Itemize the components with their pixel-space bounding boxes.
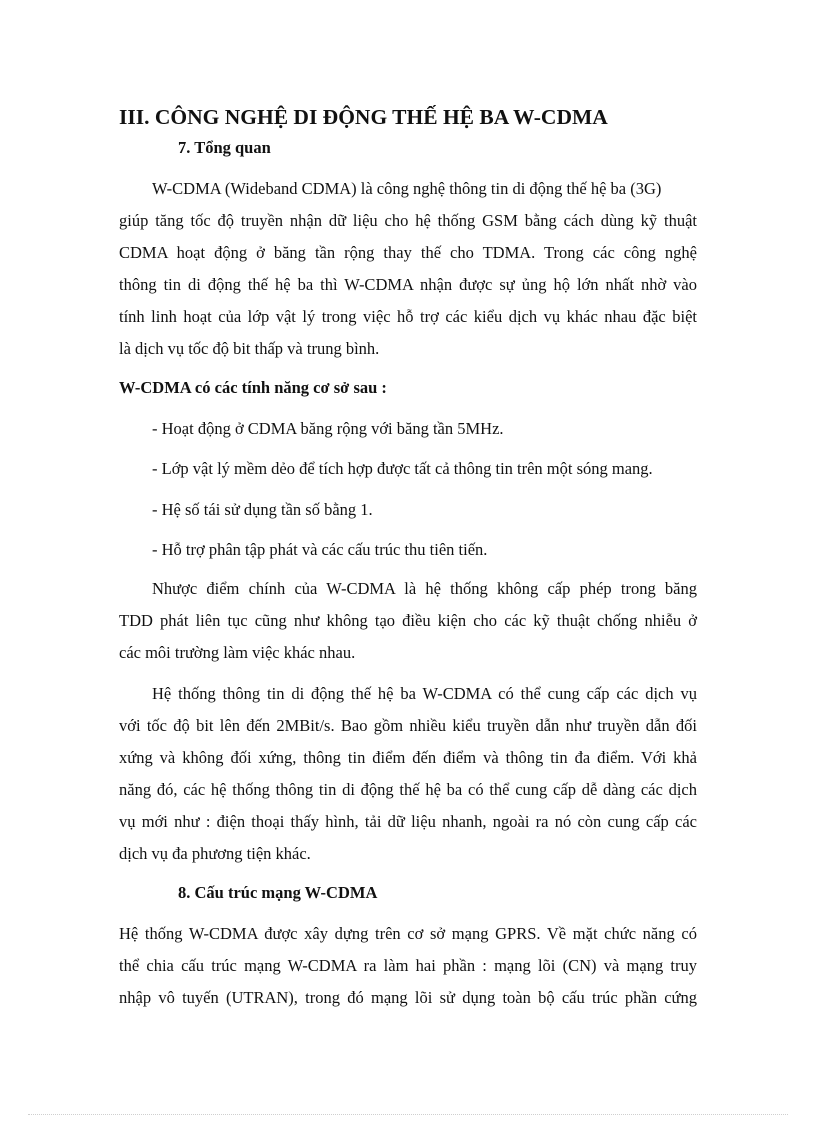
section-heading: III. CÔNG NGHỆ DI ĐỘNG THẾ HỆ BA W-CDMA bbox=[119, 105, 608, 129]
paragraph-line: nhập vô tuyến (UTRAN), trong đó mạng lõi sử dụng toàn bộ cấu trúc phần cứng bbox=[119, 988, 697, 1007]
feature-item: - Hỗ trợ phân tập phát và các cấu trúc thu tiên tiến. bbox=[152, 540, 488, 559]
paragraph-line: TDD phát liên tục cũng như không tạo điều kiện cho các kỹ thuật chống nhiễu ở bbox=[119, 611, 697, 630]
page-bottom-rule bbox=[28, 1114, 788, 1115]
feature-item: - Hoạt động ở CDMA băng rộng với băng tần 5MHz. bbox=[152, 419, 504, 438]
paragraph-line: Nhược điểm chính của W-CDMA là hệ thống không cấp phép trong băng bbox=[152, 579, 697, 598]
subsection-title-overview: 7. Tổng quan bbox=[178, 138, 271, 157]
paragraph-line: tính linh hoạt của lớp vật lý trong việc hỗ trợ các kiểu dịch vụ khác nhau đặc biệt bbox=[119, 307, 697, 326]
paragraph-line: thể chia cấu trúc mạng W-CDMA ra làm hai phần : mạng lõi (CN) và mạng truy bbox=[119, 956, 697, 975]
paragraph-line: CDMA hoạt động ở băng tần rộng thay thế cho TDMA. Trong các công nghệ bbox=[119, 243, 697, 262]
paragraph-line: dịch vụ đa phương tiện khác. bbox=[119, 844, 311, 863]
paragraph-line: thông tin di động thế hệ ba thì W-CDMA nhận được sự ủng hộ lớn nhất nhờ vào bbox=[119, 275, 697, 294]
feature-item: - Lớp vật lý mềm dẻo để tích hợp được tất cả thông tin trên một sóng mang. bbox=[152, 459, 653, 478]
paragraph-line: xứng và không đối xứng, thông tin điểm đến điểm và thông tin đa điểm. Với khả bbox=[119, 748, 697, 767]
paragraph-line: năng đó, các hệ thống thông tin di động thế hệ ba có thể cung cấp dễ dàng các dịch bbox=[119, 780, 697, 799]
paragraph-line: Hệ thống thông tin di động thế hệ ba W-CDMA có thể cung cấp các dịch vụ bbox=[152, 684, 697, 703]
paragraph-line: vụ mới như : điện thoại thấy hình, tải dữ liệu nhanh, ngoài ra nó còn cung cấp các bbox=[119, 812, 697, 831]
features-title: W-CDMA có các tính năng cơ sở sau : bbox=[119, 378, 387, 397]
paragraph-line: W-CDMA (Wideband CDMA) là công nghệ thông tin di động thế hệ ba (3G) bbox=[152, 179, 662, 198]
paragraph-line: các môi trường làm việc khác nhau. bbox=[119, 643, 356, 662]
paragraph-line: là dịch vụ tốc độ bit thấp và trung bình. bbox=[119, 339, 380, 358]
paragraph-line: Hệ thống W-CDMA được xây dựng trên cơ sở mạng GPRS. Về mặt chức năng có bbox=[119, 924, 697, 943]
paragraph-line: với tốc độ bit lên đến 2MBit/s. Bao gồm nhiều kiểu truyền dẫn như truyền dẫn đối bbox=[119, 716, 697, 735]
subsection-title-network-structure: 8. Cấu trúc mạng W-CDMA bbox=[178, 883, 378, 902]
feature-item: - Hệ số tái sử dụng tần số bằng 1. bbox=[152, 500, 373, 519]
paragraph-line: giúp tăng tốc độ truyền nhận dữ liệu cho hệ thống GSM bằng cách dùng kỹ thuật bbox=[119, 211, 697, 230]
